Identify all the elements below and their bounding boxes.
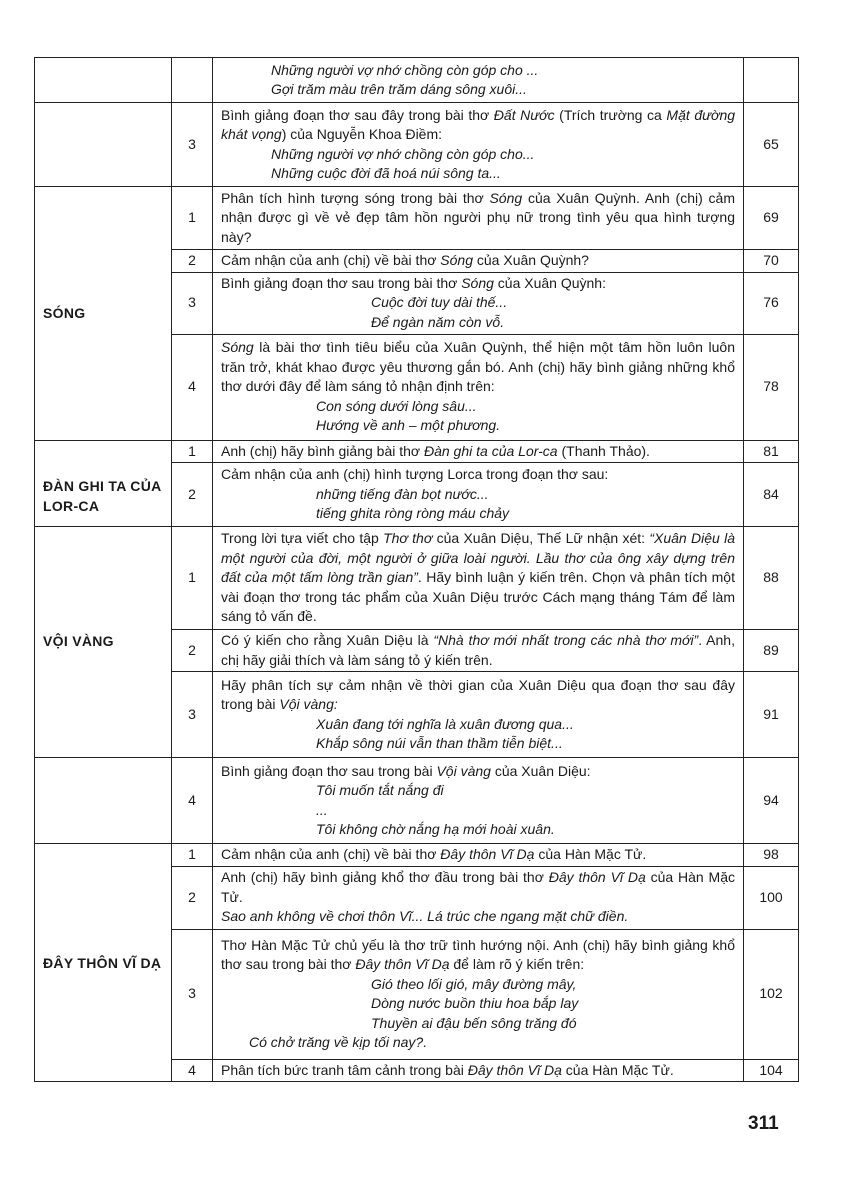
item-number: 3 bbox=[172, 672, 213, 758]
item-number: 3 bbox=[172, 272, 213, 334]
quote-line: Gió theo lối gió, mây đường mây, bbox=[371, 975, 577, 992]
quote-line: Những người vợ nhớ chồng còn góp cho... bbox=[271, 145, 535, 162]
item-description: Phân tích hình tượng sóng trong bài thơ Sóng của Xuân Quỳnh. Anh (chị) cảm nhận được gì về vẻ đẹp tâm hồn người phụ nữ trong tình yêu qua hình tượng này? bbox=[213, 187, 744, 250]
item-description bbox=[213, 334, 744, 440]
topic-cell: ĐÀN GHI TA CỦA LOR-CA bbox=[35, 440, 172, 527]
quote-line: những tiếng đàn bọt nước... bbox=[316, 485, 489, 502]
quote-line: tiếng ghita ròng ròng máu chảy bbox=[316, 505, 510, 522]
quote-line: Dòng nước buồn thiu hoa bắp lay bbox=[371, 995, 579, 1011]
quote-line: Xuân đang tới nghĩa là xuân đương qua... bbox=[316, 715, 574, 732]
page-ref: 78 bbox=[744, 334, 799, 440]
page-ref: 94 bbox=[744, 758, 799, 844]
item-text: Anh (chị) hãy bình giảng khổ thơ đầu trong bài thơ Đây thôn Vĩ Dạ của Hàn Mặc Tử. bbox=[221, 869, 735, 905]
item-number bbox=[172, 58, 213, 103]
item-text: Bình giảng đoạn thơ sau trong bài thơ Sóng của Xuân Quỳnh: bbox=[221, 274, 606, 291]
table-row bbox=[35, 527, 799, 630]
item-description bbox=[213, 929, 744, 1059]
quote-line: Có chở trăng về kịp tối nay?. bbox=[249, 1034, 428, 1050]
quote-line: Tôi muốn tắt nắng đi bbox=[316, 782, 444, 798]
item-number: 2 bbox=[172, 630, 213, 672]
item-description bbox=[213, 672, 744, 758]
toc-table bbox=[34, 57, 799, 1082]
table-row bbox=[35, 758, 799, 844]
item-text: Thơ Hàn Mặc Tử chủ yếu là thơ trữ tình hướng nội. Anh (chị) hãy bình giảng khổ thơ sau trong bài thơ Đây thôn Vĩ Dạ để làm rõ ý kiến trên: bbox=[221, 936, 735, 972]
quote-line: Khắp sông núi vẫn than thầm tiễn biệt... bbox=[316, 735, 563, 751]
quote-line: Hướng về anh – một phương. bbox=[316, 417, 501, 434]
quote-line: ... bbox=[316, 801, 328, 818]
item-number: 1 bbox=[172, 844, 213, 867]
item-number: 2 bbox=[172, 250, 213, 273]
topic-cell: VỘI VÀNG bbox=[35, 527, 172, 758]
table-row bbox=[35, 844, 799, 867]
topic-cell bbox=[35, 58, 172, 103]
item-description bbox=[213, 58, 744, 103]
page-ref: 69 bbox=[744, 187, 799, 250]
item-description: Có ý kiến cho rằng Xuân Diệu là “Nhà thơ mới nhất trong các nhà thơ mới”. Anh, chị hãy giải thích và làm sáng tỏ ý kiến trên. bbox=[213, 630, 744, 672]
item-description: Phân tích bức tranh tâm cảnh trong bài Đây thôn Vĩ Dạ của Hàn Mặc Tử. bbox=[213, 1059, 744, 1082]
item-text: Hãy phân tích sự cảm nhận về thời gian của Xuân Diệu qua đoạn thơ sau đây trong bài Vội vàng: bbox=[221, 676, 735, 712]
table-row bbox=[35, 103, 799, 187]
item-number: 4 bbox=[172, 758, 213, 844]
item-description bbox=[213, 866, 744, 929]
table-row bbox=[35, 187, 799, 250]
item-number: 3 bbox=[172, 103, 213, 187]
item-number: 1 bbox=[172, 527, 213, 630]
quote-line: Sao anh không về chơi thôn Vĩ... Lá trúc che ngang mặt chữ điền. bbox=[221, 908, 629, 925]
item-description bbox=[213, 103, 744, 187]
page-ref: 102 bbox=[744, 929, 799, 1059]
item-description: Anh (chị) hãy bình giảng bài thơ Đàn ghi ta của Lor-ca (Thanh Thảo). bbox=[213, 440, 744, 463]
quote-line: Những cuộc đời đã hoá núi sông ta... bbox=[271, 165, 501, 181]
item-description bbox=[213, 463, 744, 527]
item-number: 1 bbox=[172, 187, 213, 250]
item-description bbox=[213, 272, 744, 334]
page-number: 311 bbox=[748, 1113, 779, 1134]
page-ref: 88 bbox=[744, 527, 799, 630]
item-description: Cảm nhận của anh (chị) về bài thơ Đây thôn Vĩ Dạ của Hàn Mặc Tử. bbox=[213, 844, 744, 867]
table-row bbox=[35, 440, 799, 463]
page-ref: 84 bbox=[744, 463, 799, 527]
quote-line: Để ngàn năm còn vỗ. bbox=[371, 313, 505, 330]
page-ref: 100 bbox=[744, 866, 799, 929]
quote-line: Những người vợ nhớ chồng còn góp cho ... bbox=[271, 61, 539, 78]
item-text: Bình giảng đoạn thơ sau đây trong bài thơ Đất Nước (Trích trường ca Mặt đường khát vọng) của Nguyễn Khoa Điềm: bbox=[221, 106, 736, 142]
item-number: 2 bbox=[172, 463, 213, 527]
item-text: Bình giảng đoạn thơ sau trong bài Vội vàng của Xuân Diệu: bbox=[221, 762, 591, 779]
page-ref: 76 bbox=[744, 272, 799, 334]
quote-line: Gợi trăm màu trên trăm dáng sông xuôi... bbox=[271, 81, 527, 97]
item-text: Cảm nhận của anh (chị) hình tượng Lorca trong đoạn thơ sau: bbox=[221, 466, 609, 483]
page-ref: 70 bbox=[744, 250, 799, 273]
topic-cell bbox=[35, 103, 172, 187]
quote-line: Cuộc đời tuy dài thế... bbox=[371, 294, 508, 311]
topic-cell: SÓNG bbox=[35, 187, 172, 441]
item-number: 3 bbox=[172, 929, 213, 1059]
page-ref: 91 bbox=[744, 672, 799, 758]
page-ref: 104 bbox=[744, 1059, 799, 1082]
quote-line: Thuyền ai đậu bến sông trăng đó bbox=[371, 1014, 577, 1031]
quote-line: Tôi không chờ nắng hạ mới hoài xuân. bbox=[316, 821, 555, 837]
item-text: Sóng là bài thơ tình tiêu biểu của Xuân Quỳnh, thể hiện một tâm hồn luôn luôn trăn trở, khát khao được yêu thương gắn bó. Anh (chị) hãy bình giảng những khổ thơ dưới đây để làm sáng tỏ nhận định trên: bbox=[221, 339, 735, 395]
topic-cell: ĐÂY THÔN VĨ DẠ bbox=[35, 844, 172, 1082]
item-description: Trong lời tựa viết cho tập Thơ thơ của Xuân Diệu, Thế Lữ nhận xét: “Xuân Diệu là một người của đời, một người ở giữa loài người. Lầu thơ của ông xây dựng trên đất của một tấm lòng trần gian”. Hãy bình luận ý kiến trên. Chọn và phân tích một vài đoạn thơ trong tác phẩm của Xuân Diệu trước Cách mạng tháng Tám để làm sáng tỏ vấn đề. bbox=[213, 527, 744, 630]
page-ref: 81 bbox=[744, 440, 799, 463]
page-ref: 98 bbox=[744, 844, 799, 867]
page-ref: 65 bbox=[744, 103, 799, 187]
item-number: 4 bbox=[172, 334, 213, 440]
item-number: 1 bbox=[172, 440, 213, 463]
page-ref bbox=[744, 58, 799, 103]
item-number: 4 bbox=[172, 1059, 213, 1082]
page-ref: 89 bbox=[744, 630, 799, 672]
quote-line: Con sóng dưới lòng sâu... bbox=[316, 397, 477, 414]
item-description: Cảm nhận của anh (chị) về bài thơ Sóng của Xuân Quỳnh? bbox=[213, 250, 744, 273]
topic-cell bbox=[35, 758, 172, 844]
table-row bbox=[35, 58, 799, 103]
item-description bbox=[213, 758, 744, 844]
item-number: 2 bbox=[172, 866, 213, 929]
